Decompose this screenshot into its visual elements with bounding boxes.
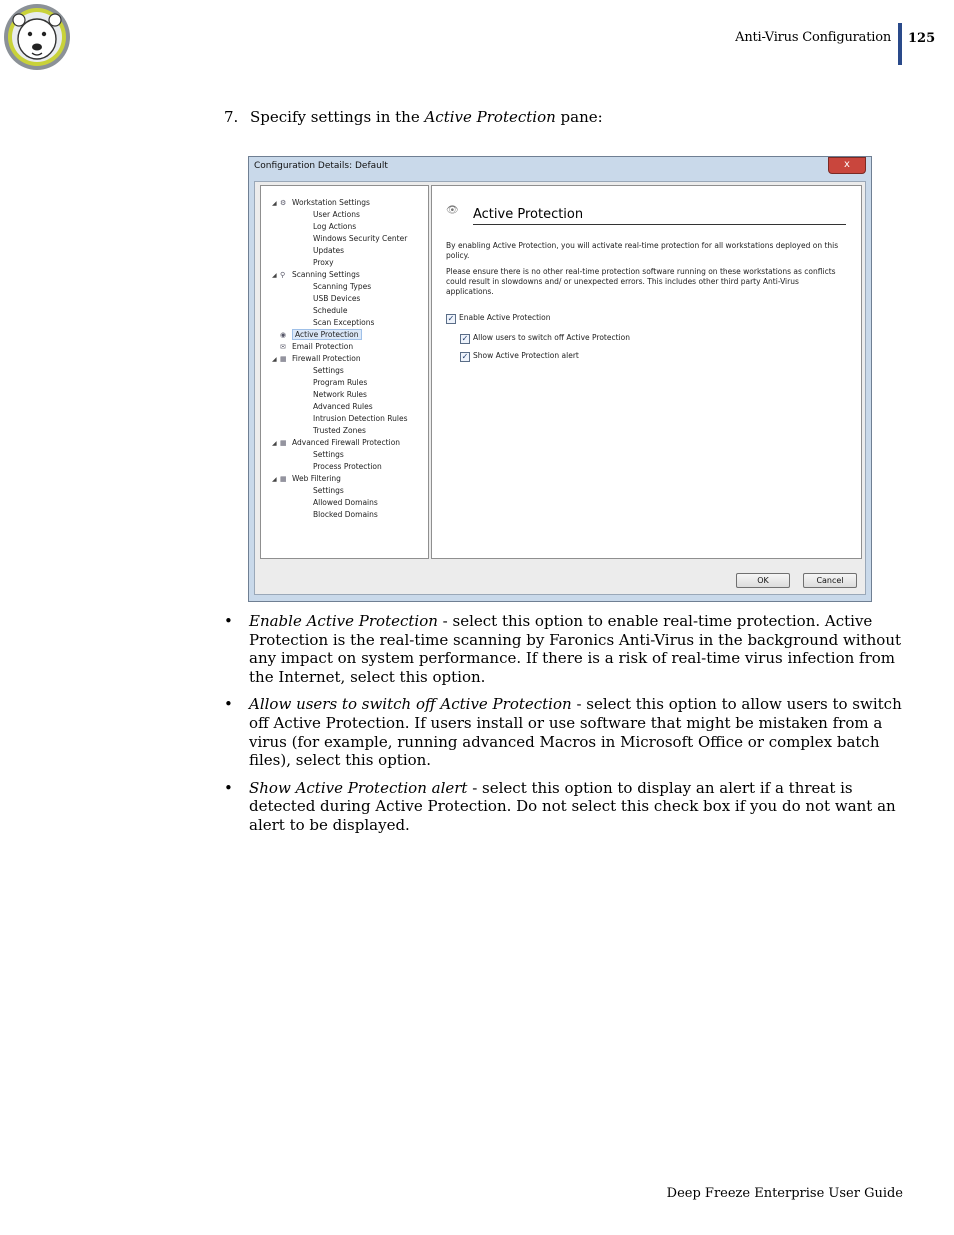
tree-item[interactable]	[272, 342, 353, 352]
tree-item-label: Network Rules	[313, 390, 367, 399]
checkbox-row[interactable]	[460, 351, 579, 362]
dialog-title: Configuration Details: Default	[254, 161, 388, 171]
checkbox-label: Enable Active Protection	[459, 313, 551, 322]
pane-title: Active Protection	[473, 207, 584, 222]
tree-item[interactable]	[313, 378, 367, 388]
tree-item[interactable]	[313, 234, 407, 244]
tree-item[interactable]	[313, 306, 347, 316]
firewall-icon: ▦	[280, 355, 287, 363]
step-instruction	[224, 108, 603, 126]
tree-item-label: Schedule	[313, 306, 348, 315]
tree-item-label: Intrusion Detection Rules	[313, 414, 408, 423]
tree-item-label: Allowed Domains	[313, 498, 378, 507]
tree-item[interactable]	[272, 474, 341, 485]
tree-item-label: USB Devices	[313, 294, 361, 303]
tree-item[interactable]	[313, 486, 344, 496]
tree-item[interactable]	[313, 318, 374, 328]
tree-item-label: Advanced Firewall Protection	[292, 438, 401, 447]
tree-item[interactable]	[272, 198, 370, 209]
option-term: Show Active Protection alert	[249, 778, 468, 797]
pane-warning: Please ensure there is no other real-time protection software running on these workstations as conflicts could result in slowdowns and/ or unexpected errors. This includes other third party Anti-Virus applications.	[446, 267, 836, 296]
step-suffix: pane:	[555, 108, 603, 126]
tree-item[interactable]	[313, 210, 360, 220]
checkbox-icon[interactable]: ✓	[461, 334, 469, 343]
tree-item[interactable]	[313, 282, 371, 292]
tree-item[interactable]	[272, 354, 361, 365]
dialog-body	[254, 181, 866, 595]
option-description: - select this option to display an alert if a threat is detected during Active Protection. Do not select this check box if you do not want an alert to be displayed.	[249, 778, 896, 834]
expander-icon[interactable]: ◢	[272, 356, 277, 363]
ok-button[interactable]: OK	[736, 573, 790, 588]
cancel-button[interactable]: Cancel	[803, 573, 857, 588]
footer-title: Deep Freeze Enterprise User Guide	[666, 1186, 903, 1201]
option-term: Allow users to switch off Active Protection	[249, 695, 572, 714]
tree-item-label: Workstation Settings	[292, 198, 370, 207]
option-descriptions	[224, 612, 904, 844]
running-header-title: Anti-Virus Configuration	[735, 30, 891, 45]
pane-title-rule	[473, 224, 846, 225]
envelope-icon: ✉	[280, 343, 286, 351]
tree-item-label: User Actions	[313, 210, 360, 219]
close-button[interactable]: x	[828, 157, 866, 174]
option-description: - select this option to allow users to switch off Active Protection. If users install or use software that might be mistaken from a virus (for example, running advanced Macros in Microsoft Office or complex batch files), select this option.	[249, 695, 902, 770]
tree-item[interactable]	[313, 510, 378, 520]
checkbox-row[interactable]	[446, 313, 550, 324]
step-number: 7.	[224, 108, 239, 126]
option-term: Enable Active Protection	[249, 612, 438, 630]
checkbox-label: Allow users to switch off Active Protection	[473, 333, 630, 342]
firewall-icon: ▦	[280, 439, 287, 447]
tree-item[interactable]	[272, 438, 400, 449]
tree-item-label: Trusted Zones	[313, 426, 366, 435]
tree-item[interactable]	[313, 366, 344, 376]
configuration-dialog	[248, 156, 872, 602]
tree-item-label: Scanning Settings	[292, 270, 360, 279]
page-number: 125	[908, 31, 936, 46]
header-divider	[898, 23, 902, 65]
tree-item[interactable]	[313, 450, 344, 460]
pane-description: By enabling Active Protection, you will activate real-time protection for all workstations deployed on this policy.	[446, 241, 839, 260]
bullet-marker: •	[224, 695, 233, 714]
tree-item-label: Settings	[313, 366, 344, 375]
bullet-marker: •	[224, 778, 233, 797]
tree-item-label: Log Actions	[313, 222, 357, 231]
tree-item[interactable]	[272, 270, 360, 281]
list-item	[224, 695, 904, 769]
tree-item-label: Program Rules	[313, 378, 368, 387]
tree-item-label: Scanning Types	[313, 282, 372, 291]
tree-item-label: Proxy	[313, 258, 334, 267]
checkbox-icon[interactable]: ✓	[447, 314, 455, 323]
checkbox-row[interactable]	[460, 333, 630, 344]
tree-item[interactable]	[313, 246, 344, 256]
tree-item-label: Web Filtering	[292, 474, 341, 483]
tree-item-label: Active Protection	[292, 329, 362, 340]
tree-item[interactable]	[313, 414, 408, 424]
tree-item[interactable]	[313, 294, 360, 304]
tree-item-label: Settings	[313, 486, 344, 495]
step-emphasis: Active Protection	[424, 108, 556, 126]
list-item	[224, 779, 904, 835]
tree-item-label: Process Protection	[313, 462, 382, 471]
tree-item-label: Email Protection	[292, 342, 354, 351]
tree-item-label: Scan Exceptions	[313, 318, 375, 327]
tree-item[interactable]	[313, 402, 373, 412]
eye-icon: 👁	[446, 205, 459, 216]
option-description: - select this option to enable real-time protection. Active Protection is the real-time scanning by Faronics Anti-Virus in the background without any impact on system performance. If there is a risk of real-time virus infection from the Internet, select this option.	[249, 612, 902, 686]
list-item	[224, 612, 904, 686]
polar-bear-logo-icon	[2, 2, 72, 72]
tree-item[interactable]	[313, 222, 356, 232]
tree-item-label: Blocked Domains	[313, 510, 378, 519]
checkbox-label: Show Active Protection alert	[473, 351, 579, 360]
expander-icon[interactable]: ◢	[272, 200, 277, 207]
tree-item[interactable]	[313, 426, 366, 436]
tree-item[interactable]	[313, 390, 367, 400]
tree-item-label: Firewall Protection	[292, 354, 361, 363]
tree-item[interactable]	[313, 258, 334, 268]
firewall-icon: ▦	[280, 475, 287, 483]
expander-icon[interactable]: ◢	[272, 272, 277, 279]
tree-item-label: Updates	[313, 246, 345, 255]
tree-item-label: Settings	[313, 450, 344, 459]
tree-item[interactable]	[313, 498, 378, 508]
eye-icon: ◉	[280, 331, 287, 339]
active-protection-pane	[431, 185, 862, 559]
tree-item-label: Advanced Rules	[313, 402, 373, 411]
expander-icon[interactable]: ◢	[272, 476, 277, 483]
settings-tree	[260, 185, 429, 559]
tree-item[interactable]	[272, 330, 362, 340]
gear-icon: ⚙	[280, 199, 287, 207]
checkbox-icon[interactable]: ✓	[461, 352, 469, 361]
expander-icon[interactable]: ◢	[272, 440, 277, 447]
tree-item[interactable]	[313, 462, 382, 472]
magnifier-icon: ⚲	[280, 271, 286, 279]
bullet-marker: •	[224, 612, 233, 630]
tree-item-label: Windows Security Center	[313, 234, 408, 243]
step-prefix: Specify settings in the	[250, 108, 425, 126]
